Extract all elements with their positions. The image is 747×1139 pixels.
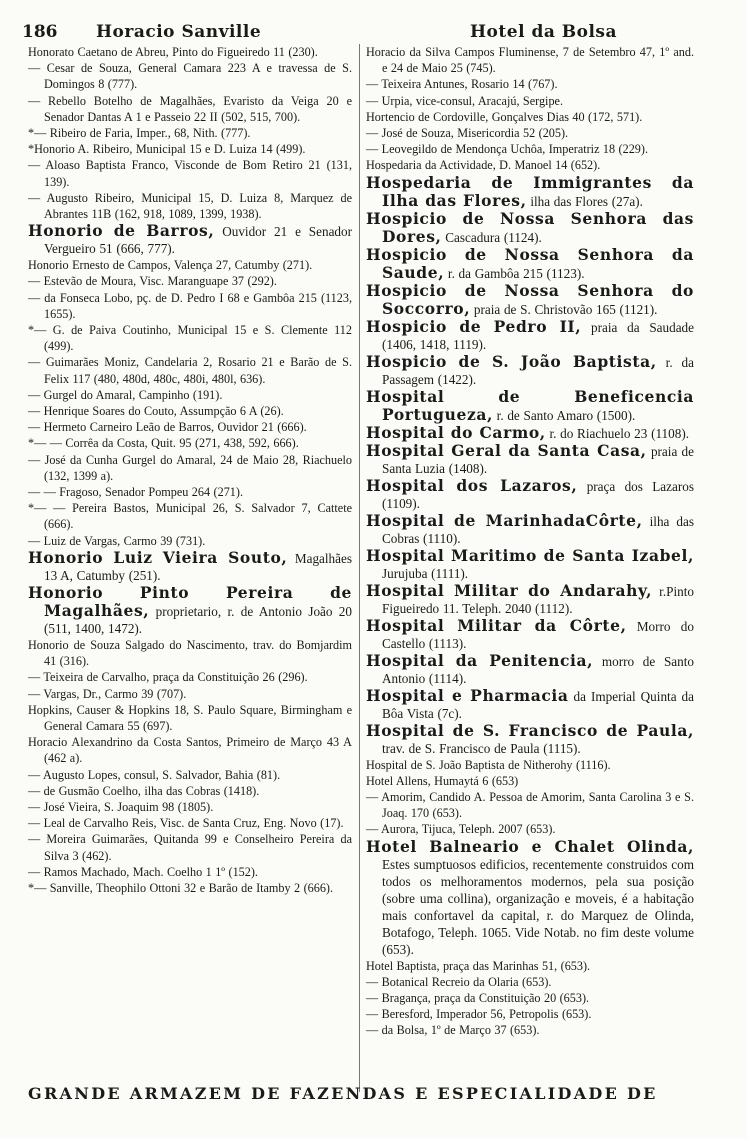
directory-entry bbox=[28, 435, 352, 451]
directory-entry bbox=[28, 484, 352, 500]
entry-text: Hotel Allens, Humaytá 6 (653) bbox=[366, 773, 519, 788]
entry-text: Horacio da Silva Campos Fluminense, 7 de Setembro 47, 1º and. e 24 de Maio 25 (745). bbox=[366, 45, 694, 76]
directory-entry bbox=[28, 783, 352, 799]
right-column bbox=[366, 44, 694, 1039]
entry-name-bold: Hospital Geral da Santa Casa, bbox=[366, 440, 647, 460]
entry-name-bold: Hospital do Carmo, bbox=[366, 422, 546, 442]
directory-entry bbox=[366, 617, 694, 652]
entry-text: — José Vieira, S. Joaquim 98 (1805). bbox=[28, 799, 214, 814]
entry-details: praia da Saudade (1406, 1418, 1119). bbox=[382, 319, 694, 352]
entry-text: — Aloaso Baptista Franco, Visconde de Bom Retiro 21 (131, 139). bbox=[28, 158, 352, 189]
entry-text: — Leal de Carvalho Reis, Visc. de Santa Cruz, Eng. Novo (17). bbox=[28, 816, 344, 831]
entry-text: — Henrique Soares do Couto, Assumpção 6 A (26). bbox=[28, 404, 284, 419]
directory-entry bbox=[366, 157, 694, 173]
directory-entry bbox=[366, 424, 694, 442]
directory-entry bbox=[28, 141, 352, 157]
entry-text: Hospedaria da Actividade, D. Manoel 14 (652). bbox=[366, 158, 601, 173]
directory-entry bbox=[366, 722, 694, 757]
directory-entry bbox=[28, 222, 352, 257]
directory-entry bbox=[366, 44, 694, 76]
directory-entry bbox=[28, 549, 352, 584]
directory-entry bbox=[366, 353, 694, 388]
directory-entry bbox=[28, 125, 352, 141]
entry-details: r. da Gambôa 215 (1123). bbox=[444, 265, 585, 281]
entry-text: — Cesar de Souza, General Camara 223 A e travessa de S. Domingos 8 (777). bbox=[28, 61, 352, 92]
entry-details: ilha das Cobras (1110). bbox=[382, 513, 694, 546]
directory-entry bbox=[28, 734, 352, 766]
entry-name-bold: Hospital de S. Francisco de Paula, bbox=[366, 720, 694, 740]
entry-name-bold: Hospicio de Nossa Senhora das Dores, bbox=[366, 208, 694, 246]
directory-entry bbox=[28, 403, 352, 419]
entry-name-bold: Hospicio de Nossa Senhora do Soccorro, bbox=[366, 280, 694, 318]
entry-name-bold: Hospital da Penitencia, bbox=[366, 650, 594, 670]
entry-text: *— G. de Paiva Coutinho, Municipal 15 e S. Clemente 112 (499). bbox=[28, 323, 352, 354]
directory-entry bbox=[366, 1006, 694, 1022]
entry-details: trav. de S. Francisco de Paula (1115). bbox=[382, 740, 581, 756]
entry-text: — Estevão de Moura, Visc. Maranguape 37 (292). bbox=[28, 274, 277, 289]
entry-text: Hortencio de Cordoville, Gonçalves Dias 40 (172, 571). bbox=[366, 109, 643, 124]
entry-text: — Ramos Machado, Mach. Coelho 1 1º (152). bbox=[28, 864, 258, 879]
entry-name-bold: Hospital Militar da Côrte, bbox=[366, 615, 627, 635]
entry-text: — da Bolsa, 1º de Março 37 (653). bbox=[366, 1023, 540, 1038]
directory-entry bbox=[28, 452, 352, 484]
entry-details: praça dos Lazaros (1109). bbox=[382, 478, 694, 511]
directory-entry bbox=[28, 257, 352, 273]
directory-entry bbox=[28, 584, 352, 637]
entry-details: r. do Riachuelo 23 (1108). bbox=[545, 425, 690, 441]
directory-entry bbox=[366, 958, 694, 974]
directory-entry bbox=[28, 637, 352, 669]
directory-entry bbox=[366, 477, 694, 512]
directory-entry bbox=[28, 500, 352, 532]
entry-text: — José da Cunha Gurgel do Amaral, 24 de Maio 28, Riachuelo (132, 1399 a). bbox=[28, 452, 352, 483]
entry-text: — Amorim, Candido A. Pessoa de Amorim, Santa Carolina 3 e S. Joaq. 170 (653). bbox=[366, 790, 694, 821]
entry-details: proprietario, r. de Antonio João 20 (511, 1400, 1472). bbox=[44, 603, 352, 636]
directory-entry bbox=[366, 174, 694, 210]
directory-entry bbox=[28, 273, 352, 289]
entry-details: Magalhães 13 A, Catumby (251). bbox=[44, 550, 352, 583]
directory-entry bbox=[366, 773, 694, 789]
directory-entry bbox=[366, 757, 694, 773]
directory-entry bbox=[366, 821, 694, 837]
entry-text: — da Fonseca Lobo, pç. de D. Pedro I 68 e Gambôa 215 (1123, 1655). bbox=[28, 290, 352, 321]
entry-text: — Luiz de Vargas, Carmo 39 (731). bbox=[28, 533, 206, 548]
directory-entry bbox=[366, 282, 694, 318]
entry-text: Honorio Ernesto de Campos, Valença 27, Catumby (271). bbox=[28, 258, 313, 273]
directory-entry bbox=[366, 109, 694, 125]
directory-entry bbox=[28, 60, 352, 92]
directory-entry bbox=[366, 547, 694, 582]
header-left-title: Horacio Sanville bbox=[96, 22, 262, 42]
directory-entry bbox=[366, 838, 694, 958]
column-divider bbox=[359, 44, 360, 1092]
entry-text: — Bragança, praça da Constituição 20 (653). bbox=[366, 991, 590, 1006]
entry-details: r. da Passagem (1422). bbox=[382, 354, 694, 387]
page-header bbox=[0, 14, 747, 48]
directory-entry bbox=[366, 246, 694, 282]
entry-details: Morro do Castello (1113). bbox=[382, 618, 694, 651]
entry-text: Hospital de S. João Baptista de Nitherohy (1116). bbox=[366, 757, 611, 772]
directory-entry bbox=[366, 687, 694, 722]
entry-text: — Guimarães Moniz, Candelaria 2, Rosario 21 e Barão de S. Felix 117 (480, 480d, 480c, 480i, 480l, 636). bbox=[28, 355, 352, 386]
directory-entry bbox=[28, 702, 352, 734]
directory-entry bbox=[28, 290, 352, 322]
entry-text: — José de Souza, Misericordia 52 (205). bbox=[366, 126, 569, 141]
entry-text: Hotel Baptista, praça das Marinhas 51, (653). bbox=[366, 958, 591, 973]
entry-details: morro de Santo Antonio (1114). bbox=[382, 653, 694, 686]
entry-text: *— — Pereira Bastos, Municipal 26, S. Salvador 7, Cattete (666). bbox=[28, 501, 352, 532]
entry-name-bold: Hospital Maritimo de Santa Izabel, bbox=[366, 545, 694, 565]
directory-entry bbox=[366, 318, 694, 353]
entry-details: r.Pinto Figueiredo 11. Teleph. 2040 (1112). bbox=[382, 583, 694, 616]
entry-text: — Gurgel do Amaral, Campinho (191). bbox=[28, 387, 223, 402]
entry-text: — Augusto Ribeiro, Municipal 15, D. Luiza 8, Marquez de Abrantes 11B (162, 918, 1089, 1399, 1938). bbox=[28, 190, 352, 222]
entry-text: — — Fragoso, Senador Pompeu 264 (271). bbox=[28, 485, 243, 500]
directory-entry bbox=[28, 831, 352, 863]
entry-name-bold: Hospicio de S. João Baptista, bbox=[366, 351, 657, 371]
entry-text: — Teixeira Antunes, Rosario 14 (767). bbox=[366, 77, 558, 92]
entry-text: — Botanical Recreio da Olaria (653). bbox=[366, 974, 552, 989]
directory-entry bbox=[366, 388, 694, 424]
entry-text: *— Ribeiro de Faria, Imper., 68, Nith. (777). bbox=[28, 126, 251, 141]
directory-entry bbox=[28, 44, 352, 60]
entry-name-bold: Hospital e Pharmacia bbox=[366, 685, 569, 705]
entry-name-bold: Hospedaria de Immigrantes da Ilha das Flores, bbox=[366, 172, 694, 210]
directory-entry bbox=[366, 125, 694, 141]
entry-details: ilha das Flores (27a). bbox=[526, 193, 643, 209]
directory-entry bbox=[366, 141, 694, 157]
directory-entry bbox=[366, 442, 694, 477]
entry-text: — Leovegildo de Mendonça Uchôa, Imperatriz 18 (229). bbox=[366, 142, 648, 157]
entry-text: — Aurora, Tijuca, Teleph. 2007 (653). bbox=[366, 822, 556, 837]
directory-entry bbox=[366, 990, 694, 1006]
directory-entry bbox=[28, 864, 352, 880]
directory-entry bbox=[366, 789, 694, 821]
entry-text: — Beresford, Imperador 56, Petropolis (653). bbox=[366, 1007, 592, 1022]
entry-text: Honorio de Souza Salgado do Nascimento, trav. do Bomjardim 41 (316). bbox=[28, 637, 352, 669]
directory-entry bbox=[28, 93, 352, 125]
directory-entry bbox=[28, 387, 352, 403]
entry-name-bold: Hospital de MarinhadaCôrte, bbox=[366, 510, 643, 530]
directory-entry bbox=[28, 880, 352, 896]
directory-entry bbox=[28, 815, 352, 831]
directory-entry bbox=[366, 652, 694, 687]
entry-name-bold: Hospital Militar do Andarahy, bbox=[366, 580, 653, 600]
entry-text: — Vargas, Dr., Carmo 39 (707). bbox=[28, 686, 187, 701]
entry-name-bold: Honorio Luiz Vieira Souto, bbox=[28, 547, 288, 567]
entry-name-bold: Hospital de Beneficencia Portugueza, bbox=[366, 386, 694, 424]
entry-text: Horacio Alexandrino da Costa Santos, Primeiro de Março 43 A (462 a). bbox=[28, 735, 352, 766]
directory-entry bbox=[28, 322, 352, 354]
entry-text: — Moreira Guimarães, Quitanda 99 e Conselheiro Pereira da Silva 3 (462). bbox=[28, 832, 352, 863]
entry-text: — de Gusmão Coelho, ilha das Cobras (1418). bbox=[28, 783, 260, 798]
header-right-title: Hotel da Bolsa bbox=[470, 22, 618, 42]
directory-entry bbox=[28, 669, 352, 685]
entry-details: Estes sumptuosos edificios, recentemente construidos com todos os melhoramentos modernos, pela sua posição (sobre uma collina), organização e moveis, é a habitação mais confortavel da capital, r. do Marquez de Olinda, Botafogo, Teleph. 1065. Vide Notab. no fim deste volume (653). bbox=[382, 856, 694, 957]
entry-name-bold: Hospicio de Pedro II, bbox=[366, 316, 582, 336]
entry-details: praia de S. Christovão 165 (1121). bbox=[470, 301, 658, 317]
directory-entry bbox=[28, 419, 352, 435]
entry-text: *— — Corrêa da Costa, Quit. 95 (271, 438, 592, 666). bbox=[28, 436, 299, 451]
directory-entry bbox=[28, 533, 352, 549]
directory-entry bbox=[366, 76, 694, 92]
entry-text: — Teixeira de Carvalho, praça da Constituição 26 (296). bbox=[28, 670, 308, 685]
entry-details: da Imperial Quinta da Bôa Vista (7c). bbox=[382, 688, 694, 721]
entry-name-bold: Honorio de Barros, bbox=[28, 221, 215, 241]
entry-text: Honorato Caetano de Abreu, Pinto do Figueiredo 11 (230). bbox=[28, 45, 318, 59]
directory-entry bbox=[366, 974, 694, 990]
directory-entry bbox=[28, 799, 352, 815]
directory-entry bbox=[366, 210, 694, 246]
entry-details: r. de Santo Amaro (1500). bbox=[492, 407, 636, 423]
entry-text: *— Sanville, Theophilo Ottoni 32 e Barão de Itamby 2 (666). bbox=[28, 880, 334, 895]
entry-name-bold: Hospicio de Nossa Senhora da Saude, bbox=[366, 244, 694, 282]
directory-entry bbox=[28, 190, 352, 222]
directory-entry bbox=[366, 582, 694, 617]
page-number: 186 bbox=[22, 22, 58, 42]
entry-details: praia de Santa Luzia (1408). bbox=[382, 443, 694, 476]
entry-name-bold: Hospital dos Lazaros, bbox=[366, 475, 578, 495]
entry-details: Ouvidor 21 e Senador Vergueiro 51 (666, 777). bbox=[44, 224, 352, 257]
entry-text: — Rebello Botelho de Magalhães, Evaristo da Veiga 20 e Senador Dantas A 1 e Passeio 22 II (502, 515, 700). bbox=[28, 93, 352, 124]
entry-details: Jurujuba (1111). bbox=[382, 565, 469, 581]
entry-name-bold: Honorio Pinto Pereira de Magalhães, bbox=[28, 582, 352, 620]
entry-text: — Augusto Lopes, consul, S. Salvador, Bahia (81). bbox=[28, 767, 281, 782]
entry-text: — Hermeto Carneiro Leão de Barros, Ouvidor 21 (666). bbox=[28, 420, 307, 435]
directory-entry bbox=[28, 157, 352, 189]
directory-entry bbox=[366, 1022, 694, 1038]
directory-entry bbox=[28, 354, 352, 386]
directory-entry bbox=[366, 512, 694, 547]
directory-entry bbox=[366, 93, 694, 109]
entry-text: — Urpia, vice-consul, Aracajú, Sergipe. bbox=[366, 93, 563, 108]
entry-text: Hopkins, Causer & Hopkins 18, S. Paulo Square, Birmingham e General Camara 55 (697). bbox=[28, 702, 352, 733]
entry-name-bold: Hotel Balneario e Chalet Olinda, bbox=[366, 836, 694, 856]
directory-entry bbox=[28, 767, 352, 783]
entry-details: Cascadura (1124). bbox=[441, 229, 542, 245]
left-column bbox=[28, 44, 352, 896]
footer-banner: GRANDE ARMAZEM DE FAZENDAS E ESPECIALIDADE DE bbox=[28, 1084, 658, 1103]
directory-entry bbox=[28, 686, 352, 702]
entry-text: *Honorio A. Ribeiro, Municipal 15 e D. Luiza 14 (499). bbox=[28, 142, 306, 157]
